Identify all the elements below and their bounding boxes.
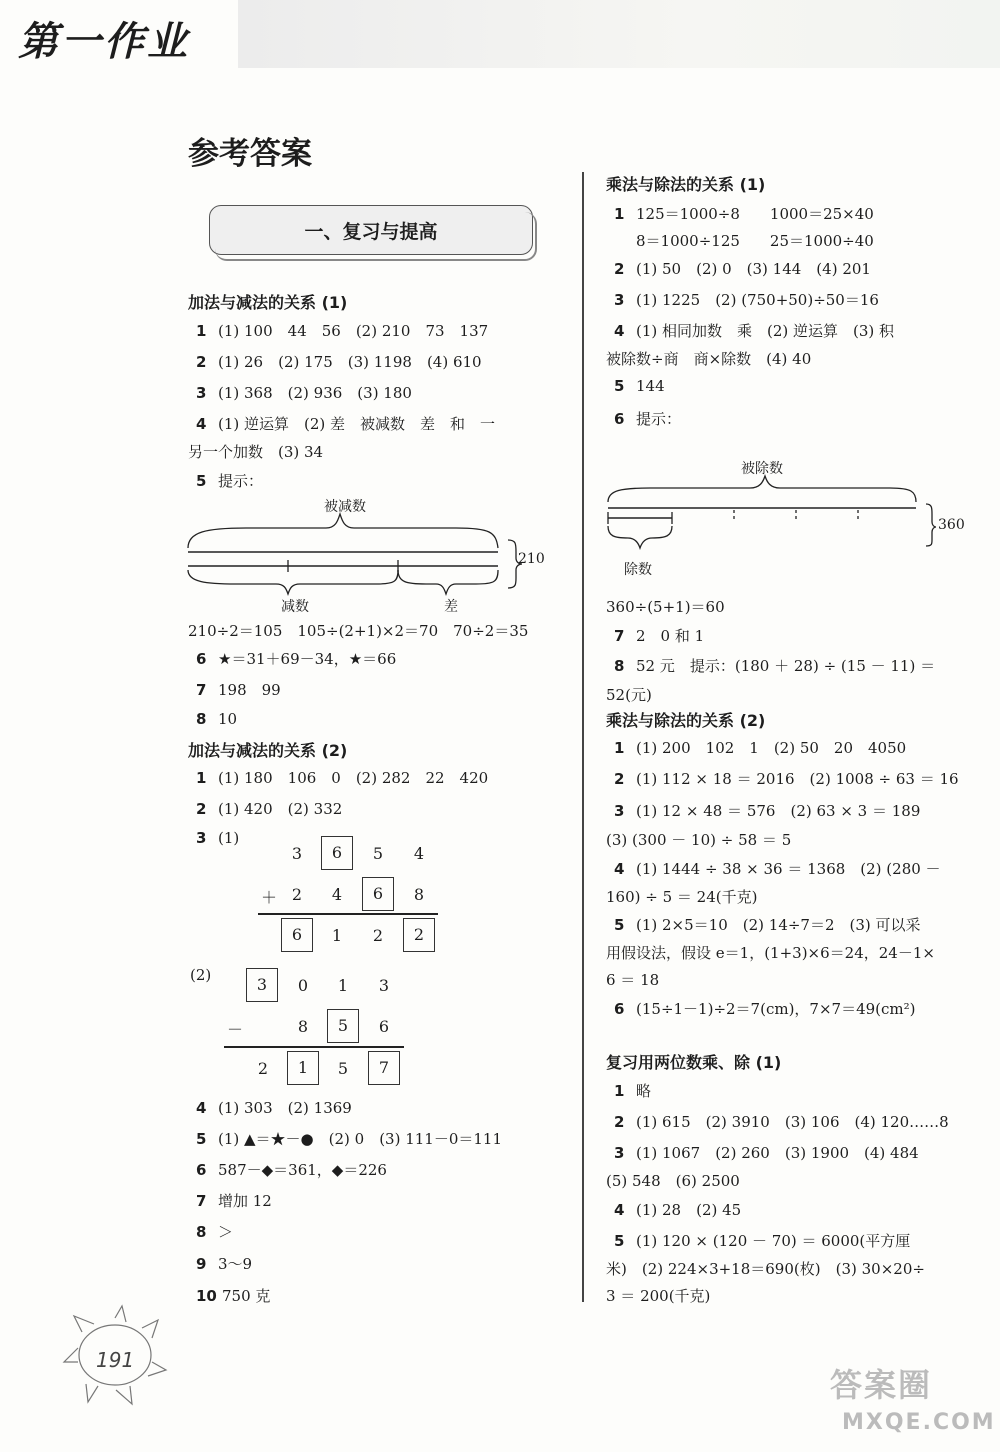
diagram-label: 210 [518,551,545,567]
diagram-label: 360 [938,517,965,533]
answer-line: 52(元) [606,686,652,704]
digit-box: 6 [281,918,313,952]
brand-logo: 第一作业 [18,19,190,65]
section-title: 一、复习与提高 [304,221,438,243]
digit: 2 [291,885,303,904]
division-diagram [600,470,940,550]
answer-line: 7 198 99 [196,681,281,699]
digit-box: 6 [321,836,353,870]
digit: 4 [331,885,343,904]
minus-sign: － [226,1020,243,1039]
heading-add-sub-2: 加法与减法的关系 (2) [188,741,348,760]
answer-line: 3 (1) 368 (2) 936 (3) 180 [196,384,412,402]
answer-line: 2 (1) 615 (2) 3910 (3) 106 (4) 120……8 [614,1113,949,1131]
heading-add-sub-1: 加法与减法的关系 (1) [188,293,348,312]
answer-line: 3 (1) 1225 (2) (750+50)÷50＝16 [614,291,879,309]
watermark-url: MXQE.COM [842,1410,996,1435]
digit-box: 2 [403,918,435,952]
answer-line: 8 52 元 提示：(180 ＋ 28) ÷ (15 － 11) ＝ [614,657,936,675]
answer-line: 5 144 [614,377,665,395]
heading-mul-div-1: 乘法与除法的关系 (1) [606,175,766,194]
digit-box: 7 [368,1051,400,1085]
diagram-label: 除数 [624,562,652,578]
answer-line: 1 (1) 100 44 56 (2) 210 73 137 [196,322,489,340]
answer-line: 3 (1) 1067 (2) 260 (3) 1900 (4) 484 [614,1144,919,1162]
answer-line: 1 略 [614,1082,652,1100]
diagram-label: 减数 [281,599,309,615]
digit: 8 [297,1017,309,1036]
digit-box: 3 [246,968,278,1002]
answer-line: 360÷(5+1)＝60 [606,598,725,616]
section-banner [209,205,533,255]
answer-line: 8 ＞ [196,1223,234,1241]
answer-line: 2 (1) 26 (2) 175 (3) 1198 (4) 610 [196,353,482,371]
digit: 4 [413,844,425,863]
answer-line: 5 (1) 120 × (120 － 70) ＝ 6000(平方厘 [614,1232,911,1250]
digit: 2 [257,1059,269,1078]
answer-line: 1 (1) 200 102 1 (2) 50 20 4050 [614,739,907,757]
answer-line: 8＝1000÷125 25＝1000÷40 [636,232,874,250]
digit: 2 [372,926,384,945]
digit: 5 [372,844,384,863]
digit: 1 [337,976,349,995]
answer-line: 6 ★＝31＋69－34，★＝66 [196,650,397,668]
answer-line: 2 (1) 112 × 18 ＝ 2016 (2) 1008 ÷ 63 ＝ 16 [614,770,959,788]
plus-sign: ＋ [260,888,277,907]
answer-line: 4 (1) 28 (2) 45 [614,1201,742,1219]
answer-line: 6 587－◆＝361，◆＝226 [196,1161,387,1179]
digit: 5 [337,1059,349,1078]
header-band [238,0,1000,68]
heading-two-digit-1: 复习用两位数乘、除 (1) [606,1053,782,1072]
answer-line: 4 (1) 1444 ÷ 38 × 36 ＝ 1368 (2) (280 － [614,860,941,878]
column-divider [582,172,584,1302]
digit: 1 [331,926,343,945]
answer-line: 6 (15÷1－1)÷2＝7(cm)，7×7＝49(cm²) [614,1000,916,1018]
diagram-label: 差 [444,599,458,615]
digit: 8 [413,885,425,904]
difference-line [224,1046,404,1048]
answer-line: 被除数÷商 商×除数 (4) 40 [606,350,812,368]
answer-line: (3) (300 － 10) ÷ 58 ＝ 5 [606,831,792,849]
answer-line: 3 ＝ 200(千克) [606,1287,711,1305]
digit: 0 [297,976,309,995]
answer-line: 3 (1) [196,829,240,847]
answer-line: 3 (1) 12 × 48 ＝ 576 (2) 63 × 3 ＝ 189 [614,802,921,820]
answer-line: (5) 548 (6) 2500 [606,1172,740,1190]
watermark-text: 答案圈 [830,1366,933,1404]
answer-line: 2 (1) 50 (2) 0 (3) 144 (4) 201 [614,260,871,278]
answer-line: 6 ＝ 18 [606,971,660,989]
answer-line: 7 增加 12 [196,1192,272,1210]
digit: 6 [378,1017,390,1036]
digit: 3 [291,844,303,863]
answer-line: 另一个加数 (3) 34 [188,443,324,461]
answer-line: 8 10 [196,710,238,728]
answer-line: 5 提示： [196,472,264,490]
answer-line: 4 (1) 相同加数 乘 (2) 逆运算 (3) 积 [614,322,895,340]
answer-line: 1 125＝1000÷8 1000＝25×40 [614,205,874,223]
answer-line: 1 (1) 180 106 0 (2) 282 22 420 [196,769,489,787]
digit: 3 [378,976,390,995]
subtraction-diagram [186,490,546,620]
page-title: 参考答案 [188,136,312,172]
answer-line: 5 (1) 2×5＝10 (2) 14÷7＝2 (3) 可以采 [614,916,921,934]
answer-line: 6 提示： [614,410,682,428]
answer-line: 4 (1) 303 (2) 1369 [196,1099,352,1117]
answer-line: 2 (1) 420 (2) 332 [196,800,343,818]
answer-line: 5 (1) ▲＝★－● (2) 0 (3) 111－0＝111 [196,1130,503,1148]
diagram-label: 被减数 [324,499,366,515]
part-label: (2) [190,966,212,984]
digit-box: 5 [327,1009,359,1043]
answer-line: 10 750 克 [196,1287,271,1305]
answer-line: 用假设法，假设 e＝1，(1+3)×6＝24，24－1× [606,944,935,962]
digit-box: 1 [287,1051,319,1085]
page-number: 191 [96,1348,135,1372]
heading-mul-div-2: 乘法与除法的关系 (2) [606,711,766,730]
answer-line: 米) (2) 224×3+18＝690(枚) (3) 30×20÷ [606,1260,925,1278]
answer-line: 4 (1) 逆运算 (2) 差 被减数 差 和 一 [196,415,496,433]
sum-line [258,913,438,915]
answer-line: 9 3～9 [196,1255,253,1273]
answer-line: 210÷2＝105 105÷(2+1)×2＝70 70÷2＝35 [188,622,529,640]
digit-box: 6 [362,877,394,911]
answer-line: 7 2 0 和 1 [614,627,705,645]
answer-line: 160) ÷ 5 ＝ 24(千克) [606,888,758,906]
diagram-label: 被除数 [741,461,783,477]
